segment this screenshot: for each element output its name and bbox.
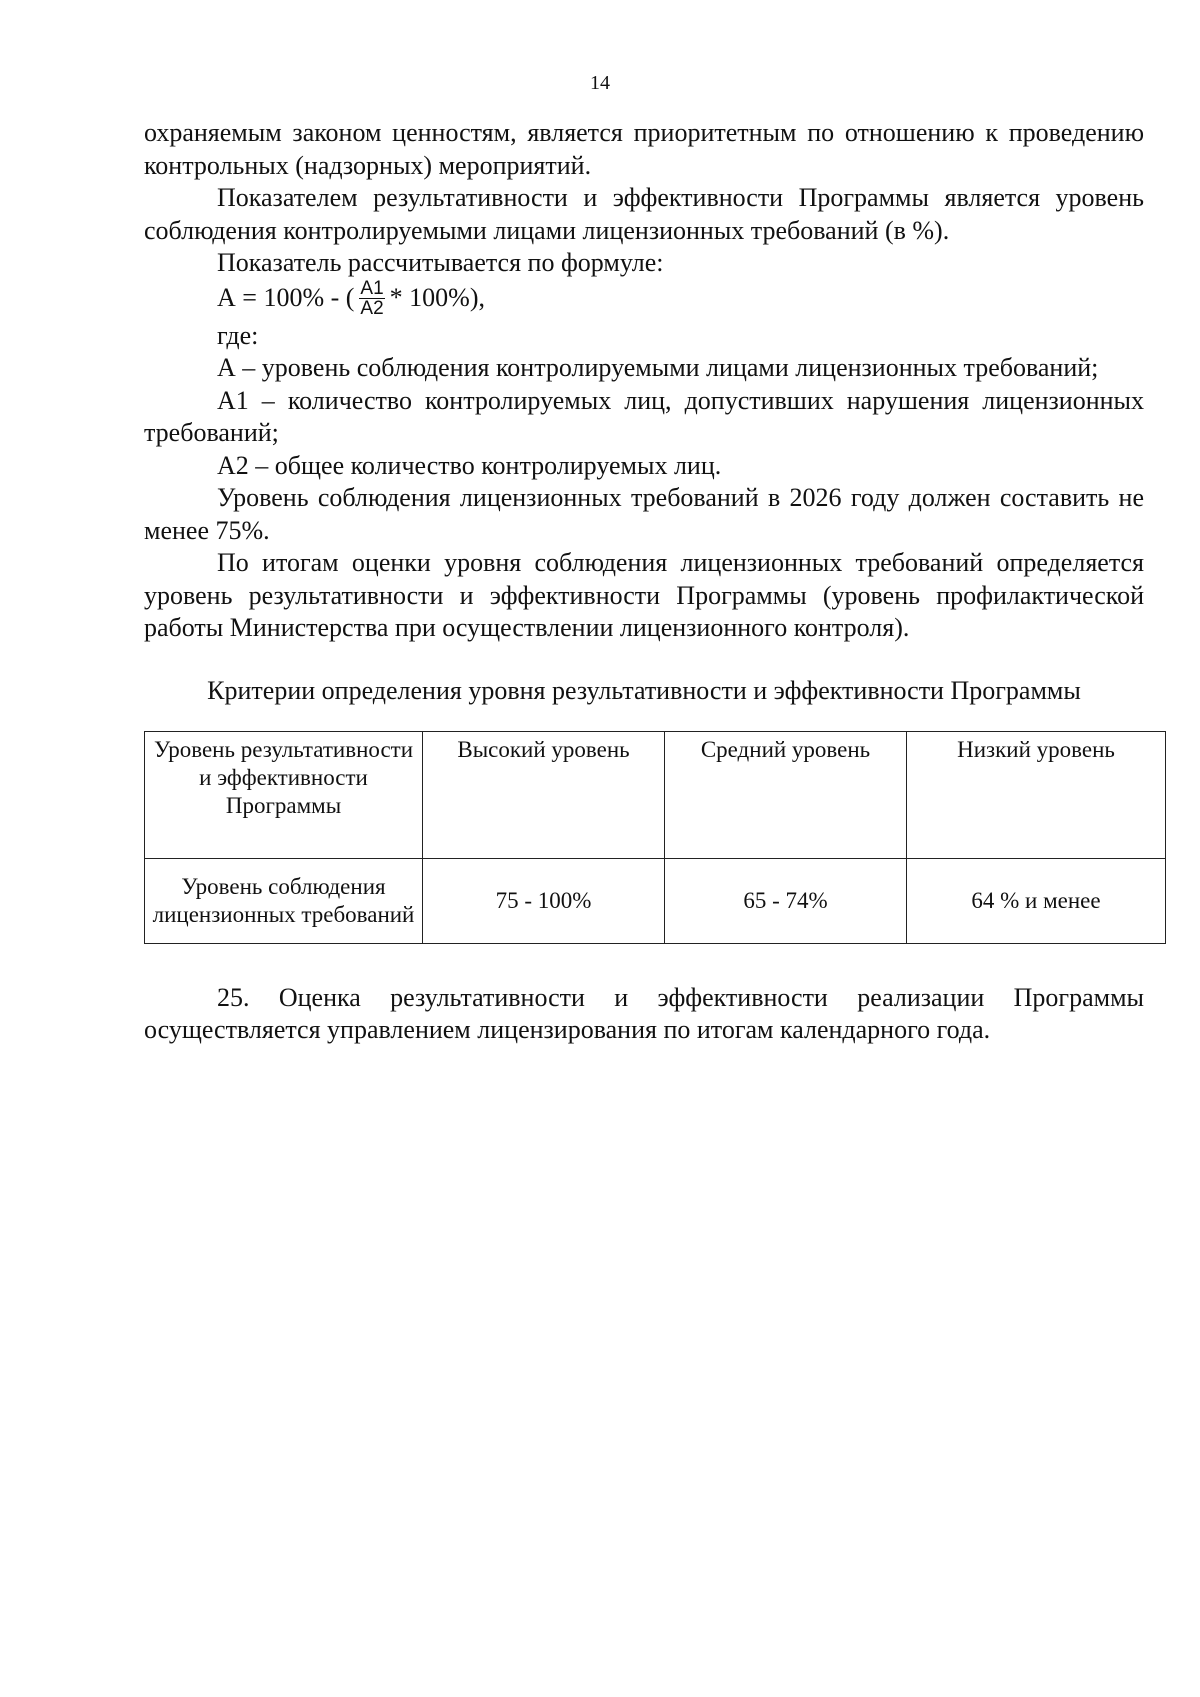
paragraph-where: где:: [217, 320, 259, 350]
table-cell: 64 % и менее: [907, 858, 1166, 943]
paragraph-definition-a2: А2 – общее количество контролируемых лиц.: [217, 450, 722, 480]
table-cell: 75 - 100%: [423, 858, 665, 943]
paragraph-3: Показатель рассчитывается по формуле:: [217, 248, 664, 277]
paragraph-assessment: По итогам оценки уровня соблюдения лицензионных требований определяется уровень результативности и эффективности Программы (уровень профилактической работы Министерства при осуществлении лицензионного контроля).: [144, 548, 1144, 642]
formula-denominator: А2: [360, 298, 384, 319]
table-header-cell: Высокий уровень: [423, 731, 665, 858]
formula: [144, 280, 1144, 318]
paragraph-target-level: Уровень соблюдения лицензионных требований в 2026 году должен составить не менее 75%.: [144, 483, 1144, 545]
formula-numerator: А1: [360, 278, 384, 299]
formula-suffix: * 100%),: [389, 283, 485, 313]
paragraph-1: охраняемым законом ценностям, является приоритетным по отношению к проведению контрольных (надзорных) мероприятий.: [144, 118, 1144, 180]
paragraph-definition-a1: А1 – количество контролируемых лиц, допустивших нарушения лицензионных требований;: [144, 385, 1144, 447]
table-header-cell: Низкий уровень: [907, 731, 1166, 858]
table-header-row: [145, 731, 1166, 858]
document-body: [144, 117, 1144, 1047]
paragraph-definition-a: А – уровень соблюдения контролируемыми лицами лицензионных требований;: [217, 353, 1099, 382]
table-header-cell: Уровень результативности и эффективности Программы: [145, 731, 423, 858]
paragraph-2: Показателем результативности и эффективности Программы является уровень соблюдения контролируемыми лицами лицензионных требований (в %).: [144, 183, 1144, 245]
formula-prefix: А = 100% - (: [217, 283, 355, 313]
table-row: [145, 858, 1166, 943]
table-cell: 65 - 74%: [665, 858, 907, 943]
table-caption: Критерии определения уровня результативности и эффективности Программы: [207, 675, 1081, 705]
paragraph-25: 25. Оценка результативности и эффективности реализации Программы осуществляется управлением лицензирования по итогам календарного года.: [144, 982, 1144, 1044]
table-header-cell: Средний уровень: [665, 731, 907, 858]
criteria-table: [144, 731, 1166, 944]
table-cell: Уровень соблюдения лицензионных требований: [145, 858, 423, 943]
page-number: 14: [590, 72, 610, 94]
formula-fraction: [359, 279, 384, 318]
